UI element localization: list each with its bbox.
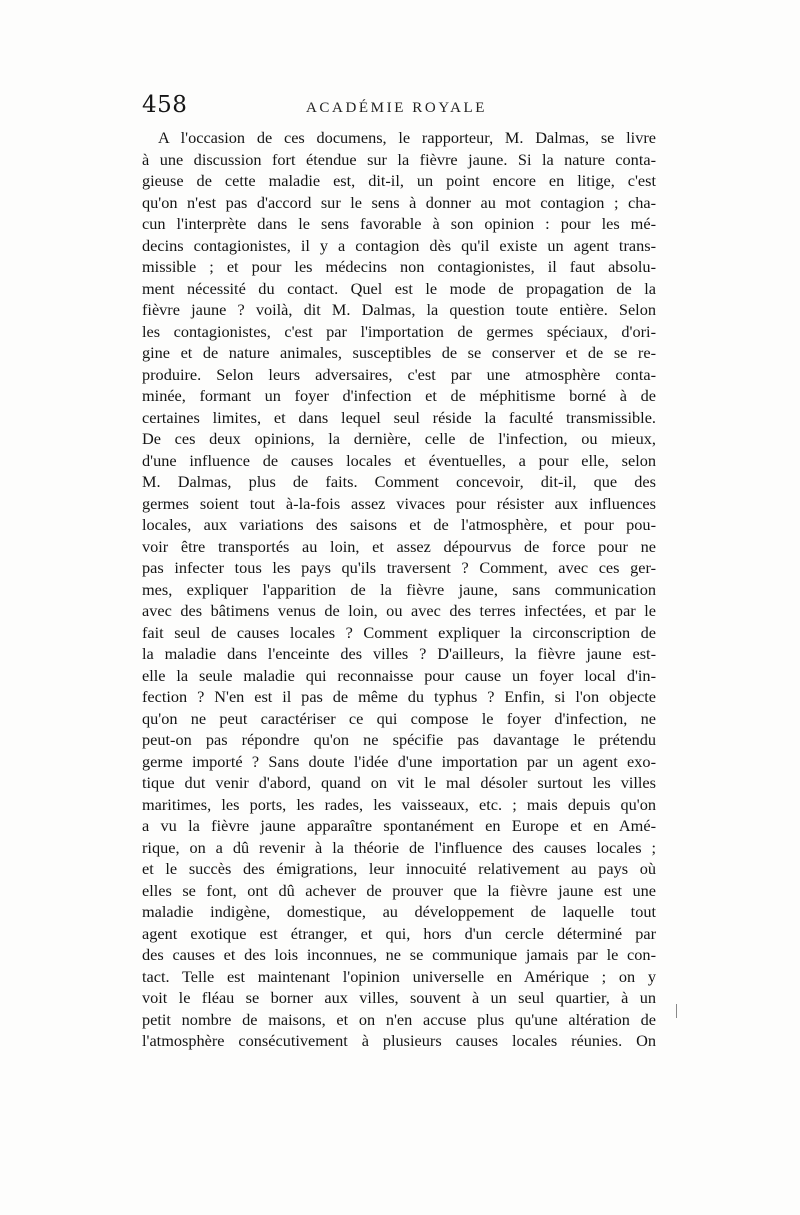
text-line: produire. Selon leurs adversaires, c'est par une atmosphère conta- [142, 364, 656, 384]
text-line: germes soient tout à-la-fois assez vivaces pour résister aux influences [142, 493, 656, 513]
text-line: elles se font, ont dû achever de prouver que la fièvre jaune est une [142, 880, 656, 900]
text-line: qu'on ne peut caractériser ce qui compose le foyer d'infection, ne [142, 708, 656, 728]
text-line: gine et de nature animales, susceptibles de se conserver et de se re- [142, 343, 656, 362]
text-line: M. Dalmas, plus de faits. Comment concevoir, dit-il, que des [142, 472, 656, 491]
text-line: decins contagionistes, il y a contagion dès qu'il existe un agent trans- [142, 235, 656, 255]
text-line: qu'on n'est pas d'accord sur le sens à donner au mot contagion ; cha- [142, 192, 656, 212]
text-line: fièvre jaune ? voilà, dit M. Dalmas, la question toute entière. Selon [142, 300, 656, 319]
text-line: maritimes, les ports, les rades, les vaisseaux, etc. ; mais depuis qu'on [142, 794, 656, 814]
text-line: certaines limites, et dans lequel seul réside la faculté transmissible. [142, 407, 656, 427]
text-line: d'une influence de causes locales et éventuelles, a pour elle, selon [142, 450, 656, 470]
body-paragraph [142, 127, 656, 1052]
text-line: avec des bâtimens venus de loin, ou avec des terres infectées, et par le [142, 601, 656, 620]
page-edge-mark [676, 1004, 677, 1018]
text-line: pas infecter tous les pays qu'ils traversent ? Comment, avec ces ger- [142, 558, 656, 577]
text-line: tique dut venir d'abord, quand on vit le mal désoler surtout les villes [142, 773, 656, 792]
page-header [142, 92, 662, 124]
text-line: mes, expliquer l'apparition de la fièvre jaune, sans communication [142, 579, 656, 599]
text-line: missible ; et pour les médecins non contagionistes, il faut absolu- [142, 257, 656, 276]
text-line: De ces deux opinions, la dernière, celle de l'infection, ou mieux, [142, 429, 656, 448]
text-line: gieuse de cette maladie est, dit-il, un point encore en litige, c'est [142, 171, 656, 190]
text-line: agent exotique est étranger, et qui, hors d'un cercle déterminé par [142, 923, 656, 943]
text-line: l'atmosphère consécutivement à plusieurs causes locales réunies. On [142, 1031, 656, 1050]
text-line: des causes et des lois inconnues, ne se communique jamais par le con- [142, 945, 656, 964]
text-line: minée, formant un foyer d'infection et de méphitisme borné à de [142, 386, 656, 405]
text-line: elle la seule maladie qui reconnaisse pour cause un foyer local d'in- [142, 665, 656, 685]
text-line: A l'occasion de ces documens, le rapporteur, M. Dalmas, se livre [158, 128, 656, 147]
text-line: fait seul de causes locales ? Comment expliquer la circonscription de [142, 622, 656, 642]
text-line: germe importé ? Sans doute l'idée d'une importation par un agent exo- [142, 751, 656, 771]
text-line: a vu la fièvre jaune apparaître spontanément en Europe et en Amé- [142, 816, 656, 835]
text-line: fection ? N'en est il pas de même du typhus ? Enfin, si l'on objecte [142, 687, 656, 706]
text-line: voir être transportés au loin, et assez dépourvus de force pour ne [142, 536, 656, 556]
text-line: rique, on a dû revenir à la théorie de l'influence des causes locales ; [142, 837, 656, 857]
page-number: 458 [142, 92, 188, 118]
text-line: maladie indigène, domestique, au développement de laquelle tout [142, 902, 656, 921]
text-line: locales, aux variations des saisons et de l'atmosphère, et pour pou- [142, 515, 656, 534]
text-line: ment nécessité du contact. Quel est le mode de propagation de la [142, 278, 656, 298]
running-title: ACADÉMIE ROYALE [306, 100, 488, 116]
text-line: la maladie dans l'enceinte des villes ? D'ailleurs, la fièvre jaune est- [142, 644, 656, 663]
text-line: cun l'interprète dans le sens favorable à son opinion : pour les mé- [142, 214, 656, 233]
text-line: tact. Telle est maintenant l'opinion universelle en Amérique ; on y [142, 966, 656, 986]
text-line: et le succès des émigrations, leur innocuité relativement au pays où [142, 859, 656, 878]
text-line: à une discussion fort étendue sur la fièvre jaune. Si la nature conta- [142, 149, 656, 169]
text-line: les contagionistes, c'est par l'importation de germes spéciaux, d'ori- [142, 321, 656, 341]
text-line: petit nombre de maisons, et on n'en accuse plus qu'une altération de [142, 1009, 656, 1029]
text-line: voit le fléau se borner aux villes, souvent à un seul quartier, à un [142, 988, 656, 1007]
text-line: peut-on pas répondre qu'on ne spécifie pas davantage le prétendu [142, 730, 656, 749]
